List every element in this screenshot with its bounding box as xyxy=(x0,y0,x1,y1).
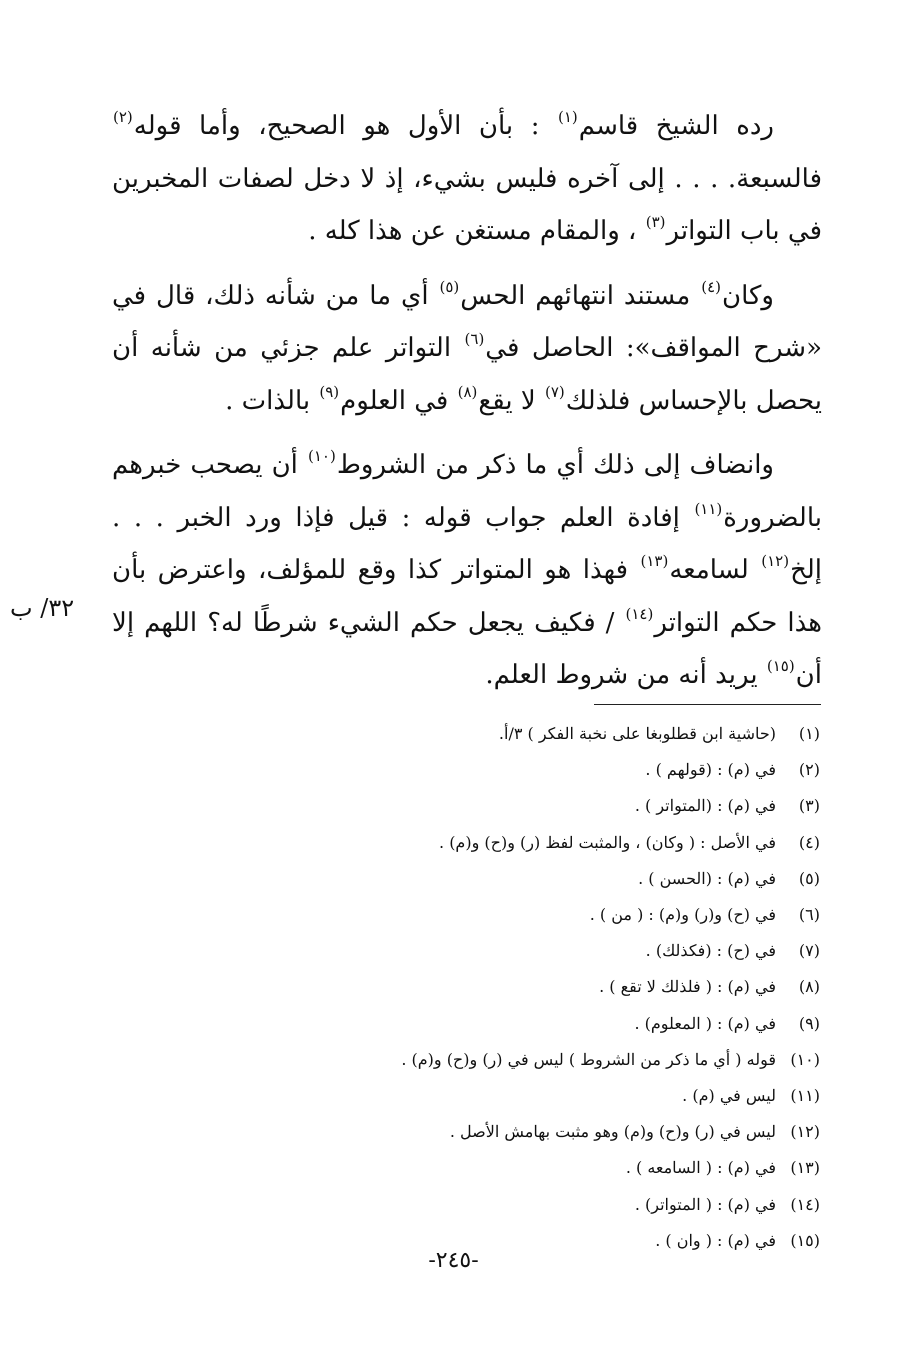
footnote-number: (٨) xyxy=(798,977,820,997)
page-number: -٢٤٥- xyxy=(428,1248,479,1273)
text-segment: مستند انتهائهم الحس xyxy=(460,280,701,311)
manuscript-folio-marker: ٣٢/ ب xyxy=(10,594,75,622)
footnote-reference: (١٢) xyxy=(761,552,790,570)
footnote-text: في (م) : ( السامعه ) . xyxy=(625,1158,776,1178)
footnote xyxy=(200,1187,820,1223)
footnote-number: (٦) xyxy=(798,905,820,925)
footnote-text: في (م) : (المتواتر ) . xyxy=(634,796,776,816)
text-segment: بالذات . xyxy=(225,385,319,416)
footnote-number: (١) xyxy=(798,724,820,743)
footnote-text: في (م) : (الحسن ) . xyxy=(638,868,776,888)
footnote xyxy=(200,861,820,897)
footnote-number: (٩) xyxy=(798,1013,820,1033)
footnote-text: في (م) : ( فلذلك لا تقع ) . xyxy=(599,977,776,997)
footnote-text: في (ح) : (فكذلك) . xyxy=(645,941,776,961)
text-segment: وكان xyxy=(722,280,774,311)
footnote xyxy=(200,969,820,1005)
footnote-number: (١٤) xyxy=(790,1194,820,1214)
footnote-reference: (٦) xyxy=(464,330,485,348)
footnote-number: (١٢) xyxy=(790,1122,820,1142)
footnote-reference: (١٣) xyxy=(640,552,669,570)
footnote xyxy=(200,1078,820,1114)
text-segment: في العلوم xyxy=(340,385,457,416)
footnote-number: (٢) xyxy=(798,760,820,780)
footnote-reference: (٧) xyxy=(545,382,565,401)
text-segment: ، والمقام مستغن عن هذا كله . xyxy=(308,216,645,246)
footnote-text: في (م) : ( وان ) . xyxy=(655,1230,776,1250)
text-segment: رده الشيخ قاسم xyxy=(578,111,774,141)
footnote-reference: (٢) xyxy=(113,108,133,126)
footnote-text: في (م) : ( المعلوم) . xyxy=(634,1013,776,1033)
footnote xyxy=(200,933,820,969)
text-segment: فهذا هو المتواتر كذا وقع للمؤلف، واعترض بأن هذا حكم التواتر xyxy=(112,555,822,638)
footnote-reference: (١١) xyxy=(694,499,723,518)
footnote-reference: (٣) xyxy=(645,213,666,231)
paragraph xyxy=(112,100,822,258)
footnote xyxy=(200,1150,820,1186)
footnote-reference: (١٠) xyxy=(308,447,336,465)
text-segment: / فكيف يجعل حكم الشيء شرطًا له؟ اللهم إلا أن xyxy=(112,607,822,690)
footnote-number: (٥) xyxy=(798,868,820,888)
text-segment: لا يقع xyxy=(478,385,544,416)
footnote-reference: (٩) xyxy=(319,382,340,401)
footnote-separator xyxy=(594,704,821,705)
footnote-number: (١٣) xyxy=(790,1158,820,1178)
footnote xyxy=(200,825,820,861)
text-segment: التواتر علم جزئي من شأنه أن يحصل بالإحساس فلذلك xyxy=(112,333,822,416)
footnote-reference: (٤) xyxy=(701,277,722,296)
footnote xyxy=(200,716,820,752)
footnote-text: في (ح) و(ر) و(م) : ( من ) . xyxy=(589,905,776,925)
footnote xyxy=(200,1042,820,1078)
footnote-reference: (١٥) xyxy=(766,657,795,675)
footnote-text: في (م) : ( المتواتر) . xyxy=(634,1194,776,1214)
text-segment: أي ما من شأنه ذلك، قال في «شرح المواقف»: الحاصل في xyxy=(112,280,822,363)
text-segment: وانضاف إلى ذلك أي ما ذكر من الشروط xyxy=(336,450,774,480)
footnote-number: (٤) xyxy=(798,832,820,852)
footnote-reference: (١) xyxy=(557,108,578,126)
footnote-reference: (٨) xyxy=(457,382,478,401)
footnote-reference: (٥) xyxy=(439,277,460,296)
footnote-text: في (م) : (قولهم ) . xyxy=(645,760,776,780)
footnote-reference: (١٤) xyxy=(625,604,654,623)
footnote xyxy=(200,788,820,824)
footnote-number: (١٥) xyxy=(790,1230,820,1250)
footnote-number: (٣) xyxy=(798,796,820,816)
text-segment: لسامعه xyxy=(669,555,761,585)
footnote xyxy=(200,1114,820,1150)
main-text xyxy=(112,100,822,702)
paragraph xyxy=(112,439,822,702)
text-segment: إفادة العلم جواب قوله : قيل فإذا ورد الخبر . . . إلخ xyxy=(112,502,823,585)
footnote-text: (حاشية ابن قطلوبغا على نخبة الفكر ) ٣/أ. xyxy=(498,724,776,743)
paragraph xyxy=(112,270,822,428)
footnote-text: ليس في (ر) و(ح) و(م) وهو مثبت بهامش الأصل . xyxy=(449,1122,776,1142)
footnote xyxy=(200,1006,820,1042)
text-segment: يريد أنه من شروط العلم. xyxy=(485,660,766,690)
footnotes-list xyxy=(200,716,820,1259)
footnote-text: في الأصل : ( وكان) ، والمثبت لفظ (ر) و(ح) و(م) . xyxy=(439,832,776,852)
footnote-number: (١٠) xyxy=(790,1049,820,1069)
text-segment: أن يصحب خبرهم بالضرورة xyxy=(112,450,822,533)
footnote xyxy=(200,752,820,788)
footnote-text: قوله ( أي ما ذكر من الشروط ) ليس في (ر) و(ح) و(م) . xyxy=(401,1049,776,1069)
footnote xyxy=(200,897,820,933)
footnote-number: (١١) xyxy=(790,1086,820,1106)
text-segment: فالسبعة. . . . إلى آخره فليس بشيء، إذ لا دخل لصفات المخبرين في باب التواتر xyxy=(112,163,822,246)
footnote-text: ليس في (م) . xyxy=(682,1086,776,1106)
text-segment: : بأن الأول هو الصحيح، وأما قوله xyxy=(133,111,557,141)
footnote-number: (٧) xyxy=(798,941,820,961)
